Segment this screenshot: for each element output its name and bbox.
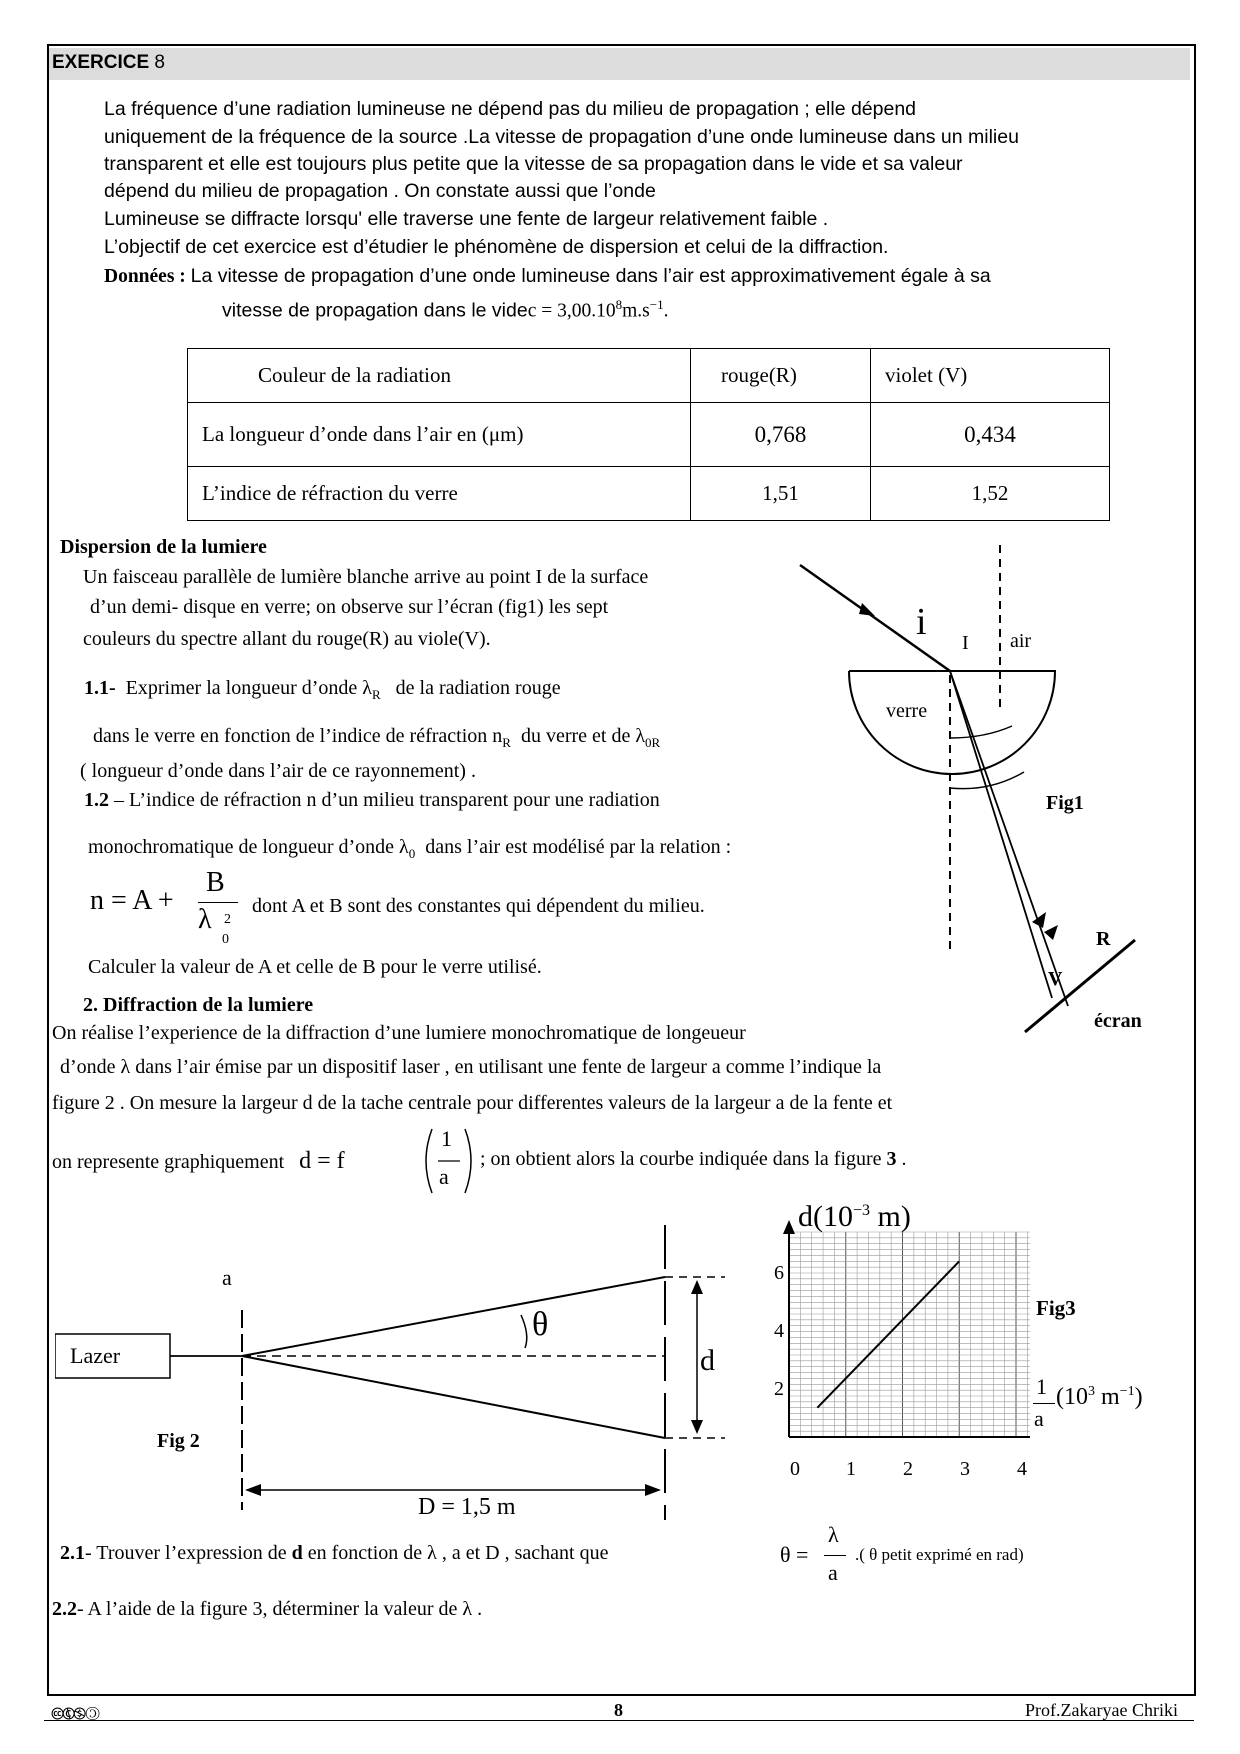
- table-row: [188, 403, 1110, 467]
- table-cell: 1,51: [691, 467, 871, 521]
- question-1-1-line3: ( longueur d’onde dans l’air de ce rayonnement) .: [80, 760, 476, 782]
- fig3-ytick-6: 6: [774, 1262, 784, 1284]
- fig3-x-label-den: a: [1034, 1406, 1044, 1431]
- q21-frac-den: a: [828, 1560, 838, 1585]
- dispersion-title: Dispersion de la lumiere: [60, 536, 267, 558]
- figure-2: [55, 1210, 745, 1520]
- question-1-1: 1.1- Exprimer la longueur d’onde $\lambda_R$ de la radiation rouge: [84, 677, 561, 702]
- fig1-V-label: V: [1048, 968, 1063, 990]
- fig3-x-unit: ($10^3$ $m^{-1}$): [1056, 1384, 1143, 1410]
- fig1-verre-label: verre: [886, 700, 928, 722]
- diffraction-p4: on represente graphiquement d = f: [52, 1148, 345, 1174]
- y-axis-arrow-icon: [783, 1220, 795, 1234]
- violet-arrow-icon: [1032, 912, 1046, 928]
- fig3-y-label: $d(10^{-3}$ m): [798, 1200, 911, 1233]
- question-1-1-line2: dans le verre en fonction de l’indice de réfraction $n_R$ du verre et de $\lambda_{0R}$: [93, 725, 661, 750]
- formula-fraction-bar: [198, 902, 238, 903]
- half-disk: [849, 671, 1055, 774]
- fig2-slit-label: a: [222, 1265, 232, 1290]
- fig3-xtick-3: 3: [960, 1458, 970, 1480]
- intro-line-5: Lumineuse se diffracte lorsqu' elle traverse une fente de largeur relativement faible .: [104, 208, 829, 230]
- figure-3-graph: [770, 1220, 1030, 1460]
- violet-ray: [950, 671, 1052, 998]
- refraction-angle-arc: [950, 726, 1012, 738]
- intro-line-4: dépend du milieu de propagation . On constate aussi que l’onde: [104, 180, 656, 202]
- fig1-angle-i: i: [916, 601, 927, 643]
- formula-lhs: n = A +: [90, 885, 174, 916]
- fig2-distance-label: D = 1,5 m: [418, 1494, 516, 1520]
- formula-frac-num: 1: [441, 1126, 452, 1151]
- fig1-R-label: R: [1096, 928, 1111, 950]
- table-cell: 1,52: [871, 467, 1110, 521]
- fig3-xtick-4: 4: [1017, 1458, 1027, 1480]
- license-icon: 🅭🅮🄏🄯: [52, 1704, 101, 1724]
- table-cell: 0,434: [871, 403, 1110, 467]
- fig3-x-label-bar: [1033, 1403, 1055, 1404]
- fig1-caption: Fig1: [1046, 792, 1084, 814]
- fig2-theta-label: θ: [532, 1306, 549, 1343]
- dispersion-p3: couleurs du spectre allant du rouge(R) au viole(V).: [83, 628, 491, 650]
- fig2-caption: Fig 2: [157, 1430, 200, 1452]
- table-cell: 0,768: [691, 403, 871, 467]
- fig1-screen-label: écran: [1094, 1010, 1142, 1032]
- q21-frac-bar: [824, 1555, 846, 1556]
- author: Prof.Zakaryae Chriki: [1025, 1700, 1178, 1720]
- intro-line-3: transparent et elle est toujours plus petite que la vitesse de sa propagation dans le vide et sa valeur: [104, 153, 963, 175]
- formula-frac-den: a: [439, 1164, 449, 1189]
- incident-ray: [800, 565, 950, 671]
- properties-table: [187, 348, 1110, 521]
- red-ray: [950, 671, 1068, 1006]
- fig1-air-label: air: [1010, 630, 1032, 652]
- table-header-cell: Couleur de la radiation: [188, 349, 691, 403]
- q21-frac-num: λ: [828, 1522, 839, 1547]
- table-row: [188, 467, 1110, 521]
- diffraction-p2: d’onde λ dans l’air émise par un dispositif laser , en utilisant une fente de largeur a comme l’indique la: [60, 1056, 882, 1078]
- donnees-line: Données : La vitesse de propagation d’une onde lumineuse dans l’air est approximativement égale à sa: [104, 265, 991, 287]
- formula-text: dont A et B sont des constantes qui dépendent du milieu.: [252, 895, 705, 917]
- intro-line-2: uniquement de la fréquence de la source .La vitesse de propagation d’une onde lumineuse dans un milieu: [104, 126, 1019, 148]
- intro-line-6: L’objectif de cet exercice est d’étudier le phénomène de dispersion et celui de la diffraction.: [104, 236, 889, 258]
- fig3-caption: Fig3: [1036, 1296, 1076, 1320]
- upper-ray: [242, 1277, 665, 1356]
- diffraction-p1: On réalise l’experience de la diffraction d’une lumiere monochromatique de longeueur: [52, 1022, 746, 1044]
- q21-theta: θ =: [780, 1542, 809, 1567]
- formula-denominator-sup: 2: [224, 912, 231, 927]
- data-line: [817, 1261, 959, 1407]
- graph-grid: [789, 1232, 1030, 1437]
- formula-denominator: λ: [198, 904, 212, 935]
- exercise-title: EXERCICE 8: [52, 52, 165, 73]
- exercise-header-bar: [49, 48, 1190, 80]
- fig1-point-I: I: [962, 632, 969, 654]
- diffraction-p4-end: ; on obtient alors la courbe indiquée dans la figure 3 .: [480, 1148, 907, 1170]
- diffraction-p3: figure 2 . On mesure la largeur d de la tache centrale pour differentes valeurs de la largeur a de la fente et: [52, 1092, 893, 1114]
- q21-note: .( θ petit exprimé en rad): [855, 1545, 1024, 1564]
- red-arrow-icon: [1044, 925, 1058, 940]
- formula-denominator-sub: 0: [222, 932, 229, 947]
- lower-ray: [242, 1356, 665, 1438]
- fig3-ytick-4: 4: [774, 1320, 784, 1342]
- calculate-text: Calculer la valeur de A et celle de B pour le verre utilisé.: [88, 956, 542, 978]
- table-header-cell: violet (V): [871, 349, 1110, 403]
- incident-arrow-icon: [859, 603, 875, 616]
- fig2-laser-label: Lazer: [70, 1343, 121, 1368]
- dispersion-p2: d’un demi- disque en verre; on observe sur l’écran (fig1) les sept: [90, 596, 609, 618]
- page-number: 8: [614, 1700, 623, 1720]
- formula-numerator: B: [206, 867, 225, 898]
- table-cell: La longueur d’onde dans l’air en (μm): [188, 403, 691, 467]
- dispersion-p1: Un faisceau parallèle de lumière blanche arrive au point I de la surface: [83, 566, 649, 588]
- intro-line-1: La fréquence d’une radiation lumineuse ne dépend pas du milieu de propagation ; elle dépend: [104, 98, 917, 120]
- fig3-xtick-2: 2: [903, 1458, 913, 1480]
- fig2-d-label: d: [700, 1344, 715, 1377]
- theta-arc: [521, 1315, 527, 1348]
- diffraction-title: 2. Diffraction de la lumiere: [83, 994, 314, 1016]
- question-2-1: 2.1- Trouver l’expression de d en fonction de λ , a et D , sachant que: [60, 1542, 609, 1564]
- table-header-row: [188, 349, 1110, 403]
- fig3-xtick-1: 1: [846, 1458, 856, 1480]
- question-1-2-line2: monochromatique de longueur d’onde $\lambda_0$ dans l’air est modélisé par la relation :: [88, 836, 732, 861]
- donnees-line-2: vitesse de propagation dans le videc = $3,00.10^8m.s^{-1}$.: [222, 297, 669, 322]
- table-cell: L’indice de réfraction du verre: [188, 467, 691, 521]
- fig3-ytick-2: 2: [774, 1378, 784, 1400]
- question-1-2: 1.2 – L’indice de réfraction n d’un milieu transparent pour une radiation: [84, 789, 660, 811]
- fig3-x-label-num: 1: [1036, 1374, 1047, 1399]
- figure-1: [780, 530, 1160, 1050]
- question-2-2: 2.2- A l’aide de la figure 3, déterminer la valeur de λ .: [52, 1598, 483, 1620]
- table-header-cell: rouge(R): [691, 349, 871, 403]
- fig3-xtick-0: 0: [790, 1458, 800, 1480]
